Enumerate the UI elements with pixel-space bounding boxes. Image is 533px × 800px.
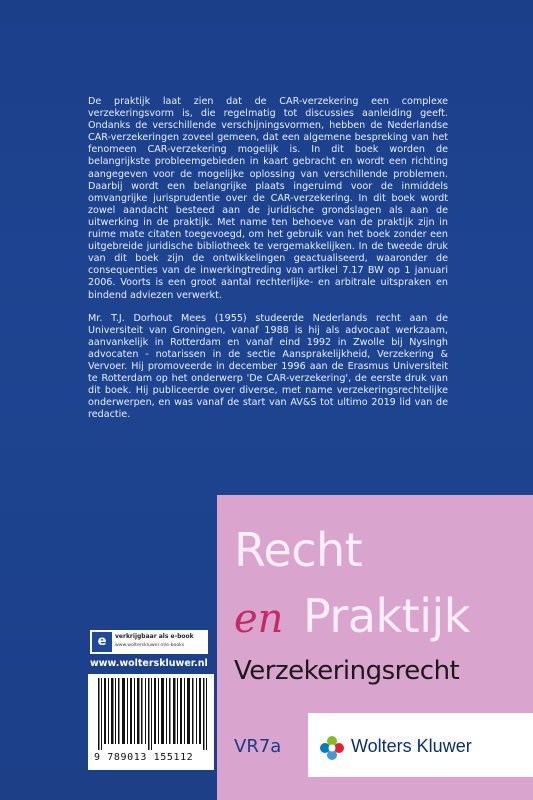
- publisher-name: Wolters Kluwer: [351, 736, 472, 756]
- series-title-en: en: [234, 596, 284, 642]
- wolters-kluwer-logo-icon: [318, 734, 346, 762]
- series-title-recht: Recht: [234, 523, 363, 577]
- blurb-paragraph-author: Mr. T.J. Dorhout Mees (1955) studeerde Nederlands recht aan de Universiteit van Groningen, vanaf 1988 is hij als advocaat werkzaam, aanvankelijk in Rotterdam en vanaf eind 1992 in Zwolle bij Nysingh advocaten - notarissen in de sectie Aansprakelijkheid, Verzekering & Vervoer. Hij promoveerde in december 1996 aan de Erasmus Universiteit te Rotterdam op het onderwerp 'De CAR-verzekering', de eerste druk van dit boek. Hij publiceerde over diverse, met name verzekeringsrechtelijke onderwerpen, en was vanaf de start van AV&S tot ultimo 2019 lid van de redactie.: [88, 312, 448, 421]
- ebook-icon: e: [92, 632, 112, 652]
- blurb-paragraph-description: De praktijk laat zien dat de CAR-verzekering een complexe verzekeringsvorm is, die regelmatig tot discussies aanleiding geeft. Ondanks de verschillende verschijningsvormen, hebben de Nederlandse CAR-verzekeringen zoveel gemeen, dat een algemene bespreking van het fenomeen CAR-verzekering mogelijk is. In dit boek worden de belangrijkste probleemgebieden in kaart gebracht en wordt een richting aangegeven voor de mogelijke oplossing van verschillende problemen. Daarbij wordt een belangrijke plaats ingeruimd voor de inmiddels omvangrijke jurisprudentie over de CAR-verzekering. In dit boek wordt zowel aandacht besteed aan de juridische grondslagen als aan de uitwerking in de praktijk. Met name ten behoeve van de praktijk zijn in ruime mate citaten toegevoegd, om het gebruik van het boek zonder een uitgebreide juridische bibliotheek te vergemakkelijken. In de tweede druk van dit boek zijn de ontwikkelingen geactualiseerd, waaronder de consequenties van de inwerkingtreding van artikel 7.17 BW op 1 januari 2006. Voorts is een groot aantal rechterlijke- en arbitrale uitspraken en bindend adviezen verwerkt.: [88, 96, 448, 301]
- publisher-website: www.wolterskluwer.nl: [90, 658, 208, 669]
- isbn-number: 9 789013 155112: [94, 752, 194, 763]
- barcode-icon: [98, 678, 208, 750]
- ebook-line-2: www.wolterskluwer.nl/e-books: [115, 643, 185, 648]
- series-code: VR7a: [234, 736, 282, 757]
- blurb-text: [88, 96, 448, 432]
- series-title-praktijk: Praktijk: [303, 589, 470, 643]
- ebook-line-1: verkrijgbaar als e-book: [115, 633, 194, 640]
- book-subject: Verzekeringsrecht: [234, 656, 460, 686]
